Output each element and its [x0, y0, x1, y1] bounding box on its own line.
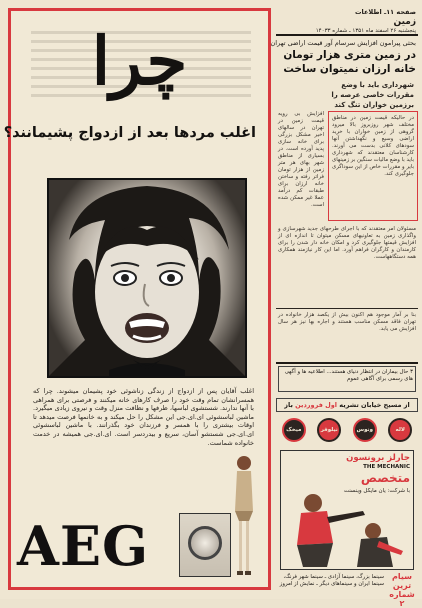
article-subheadline: شهرداری باید با وضع مقررات خاصی عرصه را برزمین خواران تنگ کند — [331, 81, 414, 109]
contest-prefix: از مسیح خیابان تشریه — [337, 401, 410, 409]
notice-box: ۳ حال بیماران در انتظار دنیای هستند... اطلاعیه ها و آگهی های رسمی برای آگاهی عموم — [278, 366, 416, 392]
woman-portrait-photo — [47, 178, 247, 378]
news-column — [270, 6, 418, 608]
aeg-logo: AEG — [17, 514, 150, 578]
cinema-badge: میخک — [282, 418, 306, 442]
movie-advertisement — [280, 450, 414, 570]
contest-banner — [276, 398, 418, 412]
article-kicker: بحثی پیرامون افزایش سرسام آور قیمت اراضی تهران — [270, 39, 416, 47]
cinema-badges — [276, 414, 418, 446]
article-text-body: مسئولان امر معتقدند که با اجرای طرحهای جدید شهرسازی و واگذاری زمین به تعاونیهای مسکن میتوان تا اندازه ای از افزایش قیمتها جلوگیری کرد و امکان خانه دار شدن را برای کارمندان و کارگران فراهم آورد. اما این کار نیازمند همکاری همه دستگاههاست. — [278, 226, 416, 260]
cinema-logo: سیام ترین شماره ۲ — [389, 572, 415, 608]
movie-cast-line: با شرکت: یان مایکل وینسنت — [343, 488, 410, 494]
standing-woman-illustration — [229, 451, 259, 581]
section-title: زمین — [393, 17, 416, 27]
cinema-badge: نیلوفر — [317, 418, 341, 442]
date-line: پنجشنبه ۲۶ اسفند ماه ۱۳۵۱ ـ شماره ۱۴۰۳۳ — [315, 28, 416, 34]
washer-door — [188, 526, 222, 560]
page-number-label: صفحه ۱۱ـ اطلاعات — [355, 8, 416, 16]
highlighted-article-box: در حالیکه قیمت زمین در مناطق مختلف شهر روزبروز بالا میرود گروهی از زمین خواران با خرید اراضی وسیع و نگهداشتن آنها سودهای کلانی بدست می آورند. کارشناسان معتقدند که شهرداری باید با وضع مالیات سنگین بر زمینهای بایر و مقررات خاص از این سوداگری جلوگیری کند. — [328, 111, 418, 221]
ad-headline: چرا — [91, 22, 188, 100]
cinema-badge: ونوس — [353, 418, 377, 442]
article-headline: در زمین متری هزار تومان خانه ارزان نمیتوان ساخت — [283, 49, 416, 75]
movie-english-title: THE MECHANIC — [363, 464, 410, 470]
movie-persian-title: متخصص — [360, 471, 410, 485]
aeg-advertisement — [3, 8, 271, 590]
classified-ads-block — [276, 362, 418, 608]
cinema-footer — [276, 572, 418, 608]
article-text-left: افزایش بی رویه قیمت زمین در تهران در سالهای اخیر مشکل بزرگی برای خانه سازی پدید آورده است. در بسیاری از مناطق شهر بهای هر متر زمین از هزار تومان فراتر رفته و ساختن خانه ارزان برای طبقات کم درآمد عملا غیر ممکن شده است. — [278, 111, 324, 208]
cinema-list-text: سینما بزرگ، سینما آزادی ـ سینما شهر فرنگ، سینما ایران و سینماهای دیگر ـ نمایش از امروز — [279, 574, 384, 587]
page-masthead — [276, 6, 418, 36]
contest-suffix: باز — [284, 401, 296, 409]
cinema-badge: لاله — [388, 418, 412, 442]
column-divider — [276, 308, 418, 309]
woman-face-illustration — [49, 180, 245, 376]
ad-body-text: اغلب آقایان پس از ازدواج از زندگی زناشوئی خود پشیمان میشوند. چرا که همسرانشان تمام وقت خود را صرف کارهای خانه میکنند و فرصتی برای همراهی با آنها ندارند. شستشوی لباسها، ظرفها و نظافت منزل وقت و نیروی زیادی میگیرد. ماشین لباسشوئی ای.ای.جی این مشکل را حل میکند و به خانمها فرصت میدهد تا اوقات بیشتری را با همسر و فرزندان خود بگذرانند. با ماشین لباسشوئی ای.ای.جی شستشو آسان، سریع و بیدردسر است. ای.ای.جی همیشه در خدمت خانواده شماست. — [33, 387, 254, 447]
contest-highlight: اول فروردین — [295, 401, 338, 409]
movie-star-name: جارلز برونسون — [346, 453, 410, 463]
article-text-continued: بنا بر آمار موجود هم اکنون بیش از یکصد هزار خانواده در تهران فاقد مسکن مناسب هستند و اجاره بها نیز هر سال افزایش می یابد. — [278, 312, 416, 332]
ad-question: اغلب مردها بعد از ازدواج پشیمانند؟ — [3, 125, 256, 141]
washing-machine-illustration — [179, 513, 231, 577]
